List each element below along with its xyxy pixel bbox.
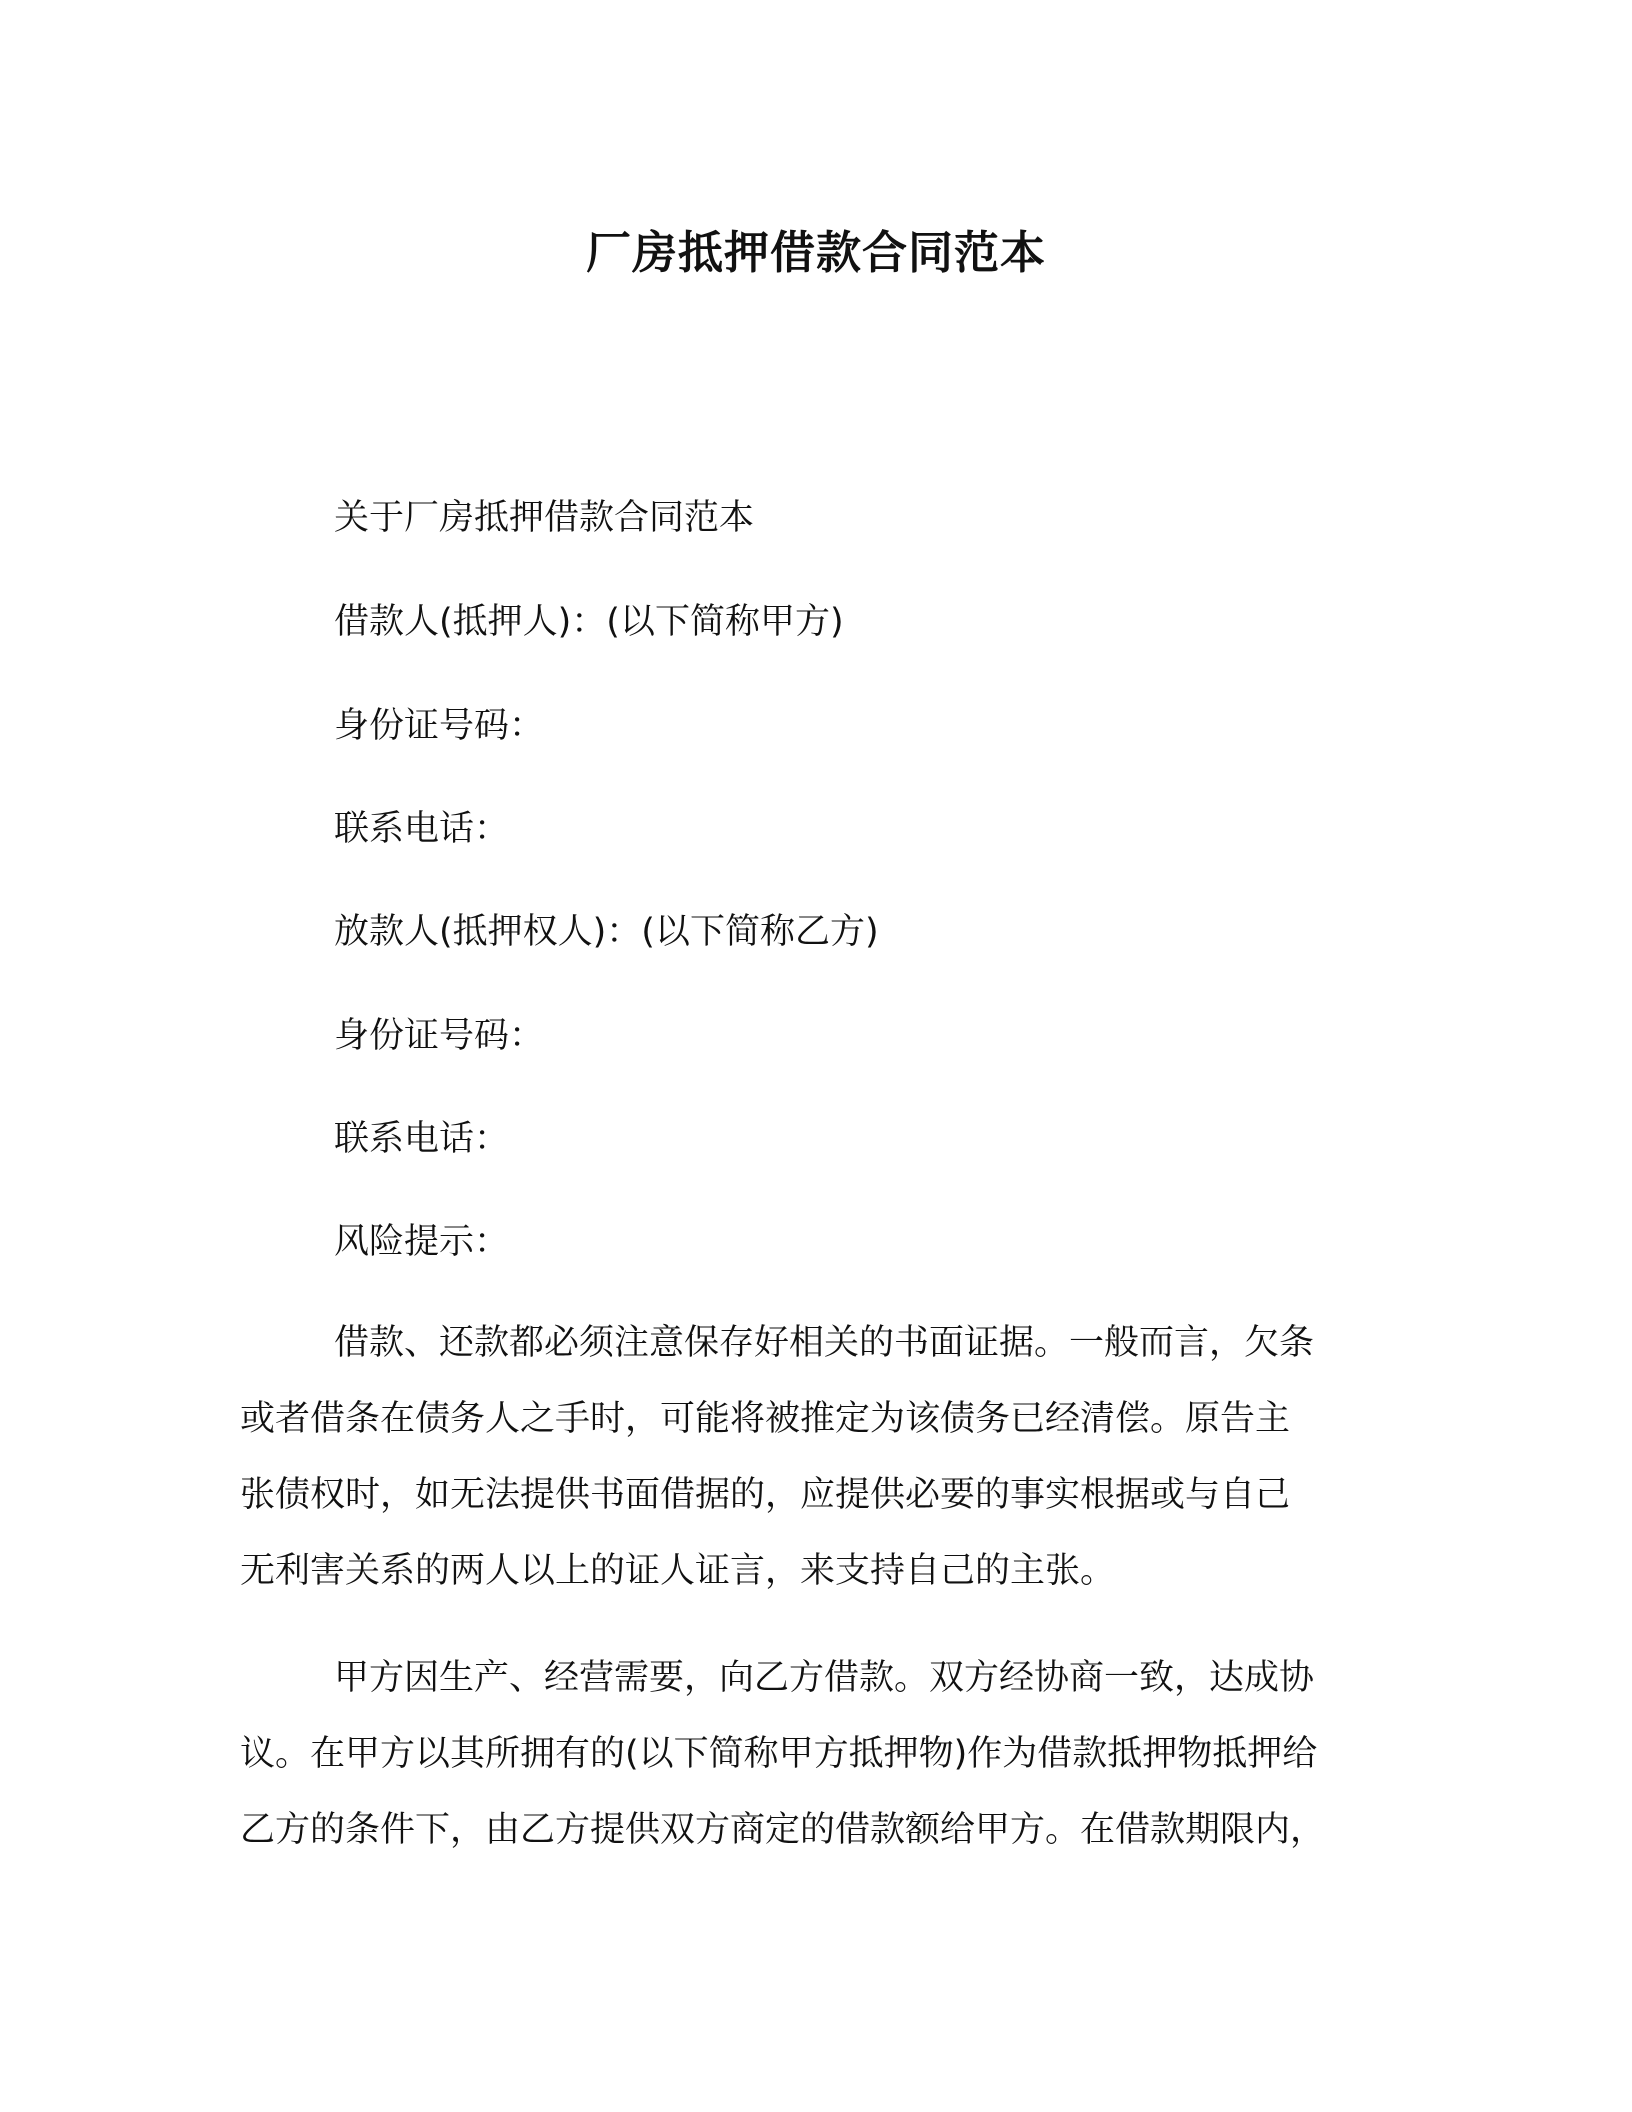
paragraph-line: 或者借条在债务人之手时，可能将被推定为该债务已经清偿。原告主 — [240, 1399, 1291, 1439]
risk-notice-paragraph — [240, 1305, 1380, 1609]
lender-phone-field: 联系电话： — [334, 1119, 510, 1159]
borrower-id-field: 身份证号码： — [334, 706, 545, 746]
risk-notice-heading: 风险提示： — [334, 1222, 510, 1262]
intro-line: 关于厂房抵押借款合同范本 — [334, 498, 755, 538]
lender-id-field: 身份证号码： — [334, 1016, 545, 1056]
document-title: 厂房抵押借款合同范本 — [585, 226, 1046, 279]
paragraph-line: 借款、还款都必须注意保存好相关的书面证据。一般而言，欠条 — [334, 1323, 1315, 1363]
agreement-paragraph — [240, 1640, 1380, 1868]
lender-field: 放款人(抵押权人)：(以下简称乙方) — [334, 912, 879, 952]
paragraph-line: 乙方的条件下，由乙方提供双方商定的借款额给甲方。在借款期限内， — [240, 1810, 1326, 1850]
paragraph-line: 议。在甲方以其所拥有的(以下简称甲方抵押物)作为借款抵押物抵押给 — [240, 1734, 1318, 1774]
paragraph-line: 张债权时，如无法提供书面借据的，应提供必要的事实根据或与自己 — [240, 1475, 1291, 1515]
paragraph-line: 甲方因生产、经营需要，向乙方借款。双方经协商一致，达成协 — [334, 1658, 1315, 1698]
borrower-phone-field: 联系电话： — [334, 809, 510, 849]
paragraph-line: 无利害关系的两人以上的证人证言，来支持自己的主张。 — [240, 1551, 1116, 1591]
borrower-field: 借款人(抵押人)：(以下简称甲方) — [334, 602, 844, 642]
